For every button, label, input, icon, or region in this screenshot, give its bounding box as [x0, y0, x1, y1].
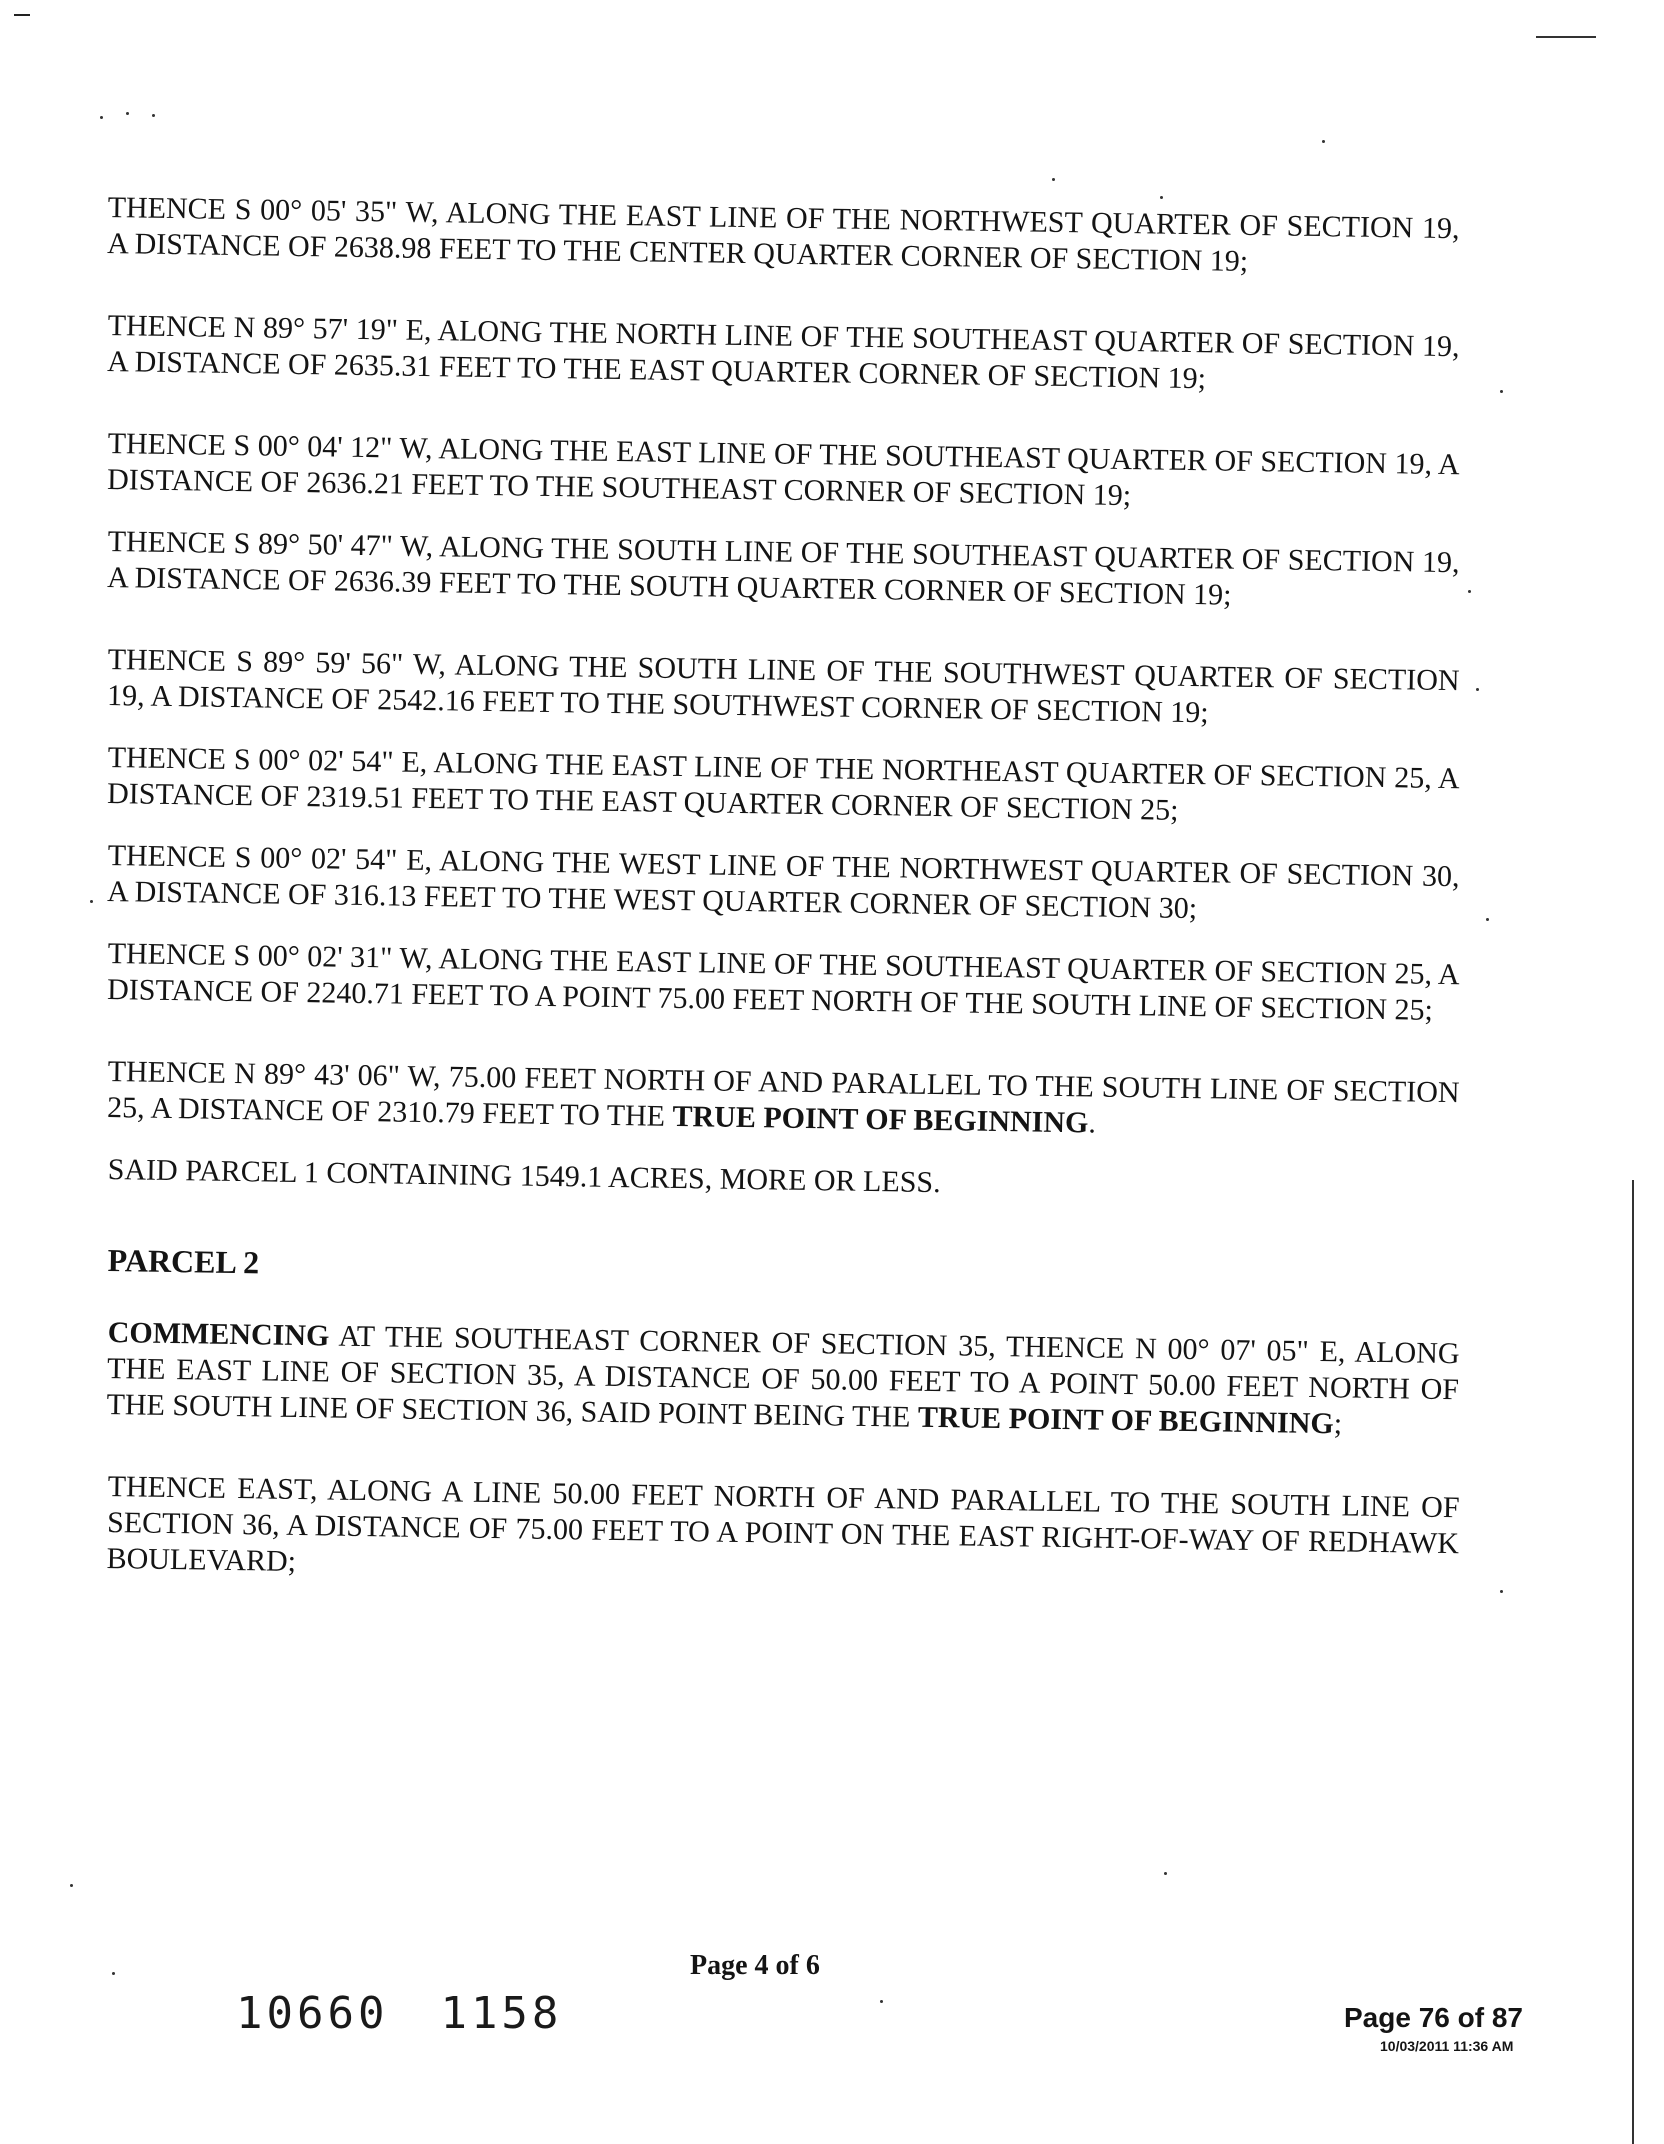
bearing-paragraph-3: THENCE S 00° 04' 12" W, ALONG THE EAST LINE OF THE SOUTHEAST QUARTER OF SECTION 19, A DISTANCE OF 2636.21 FEET TO THE SOUTHEAST CORNER OF SECTION 19; — [106, 426, 1460, 513]
bearing-paragraph-2: THENCE N 89° 57' 19" E, ALONG THE NORTH LINE OF THE SOUTHEAST QUARTER OF SECTION 19, A DISTANCE OF 2635.31 FEET TO THE EAST QUARTER CORNER OF SECTION 19; — [106, 308, 1460, 396]
scan-speck — [1486, 918, 1489, 921]
para9-text: THENCE N 89° 43' 06" W, 75.00 FEET NORTH OF AND PARALLEL TO THE SOUTH LINE OF SECTION 25, A DISTANCE OF 2310.79 FEET TO THE — [106, 1054, 1460, 1133]
bearing-paragraph-1: THENCE S 00° 05' 35" W, ALONG THE EAST LINE OF THE NORTHWEST QUARTER OF SECTION 19, A DISTANCE OF 2638.98 FEET TO THE CENTER QUARTER CORNER OF SECTION 19; — [106, 190, 1460, 278]
scan-speck — [70, 1884, 73, 1887]
scan-edge-line — [1632, 1180, 1634, 2144]
commencing-text: AT THE SOUTHEAST CORNER OF SECTION 35, THENCE N 00° 07' 05" E, ALONG THE EAST LINE OF SECTION 35, A DISTANCE OF 50.00 FEET TO A POINT 50.00 FEET NORTH OF THE SOUTH LINE OF SECTION 36, SAID POINT BEING THE — [106, 1319, 1460, 1434]
parcel-1-summary: SAID PARCEL 1 CONTAINING 1549.1 ACRES, MORE OR LESS. — [107, 1152, 941, 1200]
para9-end: . — [1088, 1106, 1097, 1140]
scan-speck — [152, 114, 155, 117]
scan-speck — [1500, 390, 1503, 393]
stamp-book: 10660 — [236, 1988, 389, 2039]
commencing-true-point: TRUE POINT OF BEGINNING — [917, 1400, 1334, 1441]
bearing-paragraph-7: THENCE S 00° 02' 54" E, ALONG THE WEST LINE OF THE NORTHWEST QUARTER OF SECTION 30, A DISTANCE OF 316.13 FEET TO THE WEST QUARTER CORNER OF SECTION 30; — [106, 838, 1460, 926]
legal-description-body — [108, 190, 1460, 1623]
scan-speck — [100, 116, 103, 119]
scan-speck — [1322, 140, 1325, 143]
scan-speck — [1164, 1872, 1167, 1875]
scan-speck — [1052, 178, 1055, 181]
commencing-paragraph — [106, 1315, 1460, 1444]
print-timestamp: 10/03/2011 11:36 AM — [1380, 2038, 1514, 2054]
scan-speck — [1500, 1590, 1503, 1593]
top-left-mark — [14, 14, 30, 16]
page-counter: Page 76 of 87 — [1344, 2002, 1523, 2033]
parcel-2-heading: PARCEL 2 — [107, 1242, 260, 1281]
page-label: Page 4 of 6 — [690, 1950, 820, 1981]
scan-speck — [1476, 688, 1479, 691]
recording-stamp — [236, 1988, 614, 2039]
scan-speck — [1468, 590, 1471, 593]
commencing-label: COMMENCING — [107, 1315, 330, 1353]
para9-true-point: TRUE POINT OF BEGINNING — [672, 1099, 1089, 1140]
bearing-paragraph-4: THENCE S 89° 50' 47" W, ALONG THE SOUTH LINE OF THE SOUTHEAST QUARTER OF SECTION 19, A DISTANCE OF 2636.39 FEET TO THE SOUTH QUARTER CORNER OF SECTION 19; — [106, 524, 1460, 612]
bearing-paragraph-last: THENCE EAST, ALONG A LINE 50.00 FEET NORTH OF AND PARALLEL TO THE SOUTH LINE OF SECTION 36, A DISTANCE OF 75.00 FEET TO A POINT ON THE EAST RIGHT-OF-WAY OF REDHAWK BOULEVARD; — [106, 1469, 1460, 1578]
top-right-mark — [1536, 36, 1596, 38]
stamp-page: 1158 — [440, 1988, 563, 2039]
commencing-end: ; — [1333, 1407, 1343, 1441]
bearing-paragraph-6: THENCE S 00° 02' 54" E, ALONG THE EAST LINE OF THE NORTHEAST QUARTER OF SECTION 25, A DISTANCE OF 2319.51 FEET TO THE EAST QUARTER CORNER OF SECTION 25; — [106, 740, 1460, 827]
scan-speck — [90, 900, 93, 903]
bearing-paragraph-8: THENCE S 00° 02' 31" W, ALONG THE EAST LINE OF THE SOUTHEAST QUARTER OF SECTION 25, A DISTANCE OF 2240.71 FEET TO A POINT 75.00 FEET NORTH OF THE SOUTH LINE OF SECTION 25; — [106, 936, 1460, 1027]
scan-speck — [126, 112, 129, 115]
scan-speck — [880, 2000, 883, 2003]
bearing-paragraph-5: THENCE S 89° 59' 56" W, ALONG THE SOUTH LINE OF THE SOUTHWEST QUARTER OF SECTION 19, A DISTANCE OF 2542.16 FEET TO THE SOUTHWEST CORNER OF SECTION 19; — [106, 642, 1460, 730]
bearing-paragraph-9 — [107, 1054, 1460, 1147]
scan-speck — [112, 1972, 115, 1975]
